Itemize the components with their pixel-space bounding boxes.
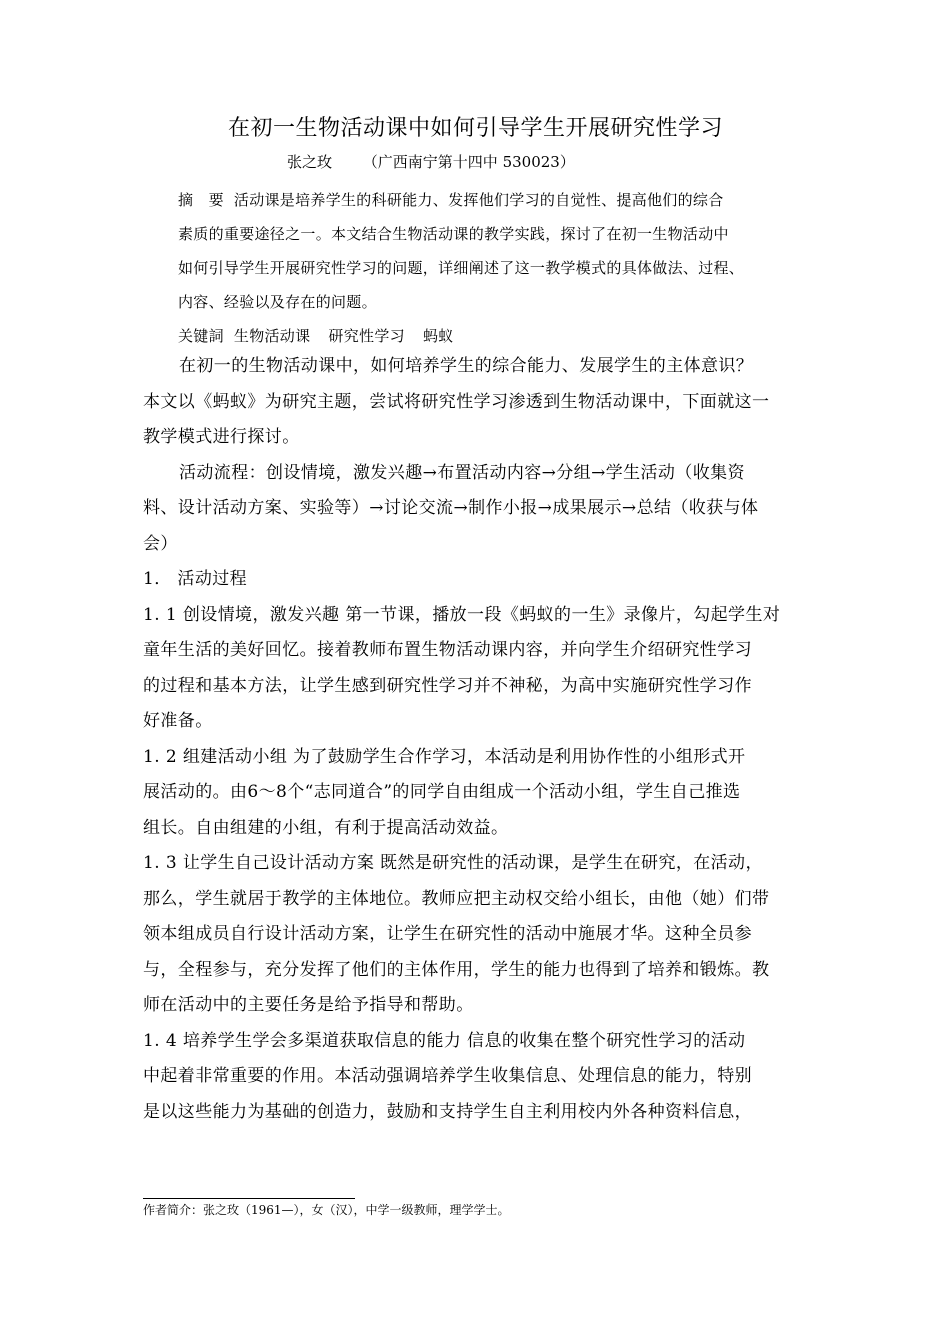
body-line: 那么，学生就居于教学的主体地位。教师应把主动权交给小组长，由他（她）们带 [143,888,770,909]
author-name: 张之玫 [287,153,333,171]
abstract-line: 如何引导学生开展研究性学习的问题，详细阐述了这一教学模式的具体做法、过程、 [178,259,745,277]
body-line: 组长。自由组建的小组，有利于提高活动效益。 [143,817,509,838]
body-text [143,349,808,1130]
body-line: 的过程和基本方法，让学生感到研究性学习并不神秘，为高中实施研究性学习作 [143,675,752,696]
body-line: 1. 4 培养学生学会多渠道获取信息的能力 信息的收集在整个研究性学习的活动 [143,1030,746,1051]
author-footnote: 作者简介：张之玫（1961—），女（汉），中学一级教师，理学学士。 [143,1203,510,1217]
body-line: 1. 1 创设情境，激发兴趣 第一节课，播放一段《蚂蚁的一生》录像片，勾起学生对 [143,604,781,625]
abstract-line: 内容、经验以及存在的问题。 [178,293,377,311]
body-line: 活动流程：创设情境，激发兴趣→布置活动内容→分组→学生活动（收集资 [179,462,745,483]
abstract-text: 活动课是培养学生的科研能力、发挥他们学习的自觉性、提高他们的综合 [233,191,724,209]
body-line: 好准备。 [143,711,213,731]
body-line: 教学模式进行探讨。 [143,427,300,447]
body-line: 童年生活的美好回忆。接着教师布置生物活动课内容，并向学生介绍研究性学习 [143,640,752,660]
body-line: 在初一的生物活动课中，如何培养学生的综合能力、发展学生的主体意识？ [179,356,754,376]
body-line: 师在活动中的主要任务是给予指导和帮助。 [143,995,474,1015]
abstract-line [178,186,803,220]
body-line: 展活动的。由6～8个“志同道合”的同学自由组成一个活动小组，学生自己推选 [143,782,741,802]
abstract-block [178,186,803,356]
author-line [287,151,575,173]
body-line: 会） [143,533,178,554]
abstract-label: 摘 要 [178,191,224,209]
body-line: 与，全程参与，充分发挥了他们的主体作用，学生的能力也得到了培养和锻炼。教 [143,959,770,980]
body-line: 中起着非常重要的作用。本活动强调培养学生收集信息、处理信息的能力，特别 [143,1066,752,1086]
author-affiliation: （广西南宁第十四中 530023） [362,153,575,171]
body-line: 本文以《蚂蚁》为研究主题，尝试将研究性学习渗透到生物活动课中，下面就这一 [143,391,770,412]
body-line: 1. 2 组建活动小组 为了鼓励学生合作学习，本活动是利用协作性的小组形式开 [143,746,746,767]
keywords-label: 关键詞 [178,327,224,345]
abstract-line: 素质的重要途径之一。本文结合生物活动课的教学实践，探讨了在初一生物活动中 [178,225,729,243]
footnote-divider [143,1198,355,1199]
section-heading: 1． 活动过程 [143,569,248,589]
keyword: 蚂蚁 [422,327,454,345]
article-title: 在初一生物活动课中如何引导学生开展研究性学习 [227,116,723,141]
body-line: 领本组成员自行设计活动方案，让学生在研究性的活动中施展才华。这种全员参 [143,924,752,944]
body-line: 料、设计活动方案、实验等）→讨论交流→制作小报→成果展示→总结（收获与体 [143,498,759,518]
body-line: 1. 3 让学生自己设计活动方案 既然是研究性的活动课，是学生在研究，在活动， [143,853,763,873]
body-line: 是以这些能力为基础的创造力，鼓励和支持学生自主利用校内外各种资料信息， [143,1101,752,1122]
keyword: 生物活动课 [233,327,311,345]
keyword: 研究性学习 [328,327,405,345]
